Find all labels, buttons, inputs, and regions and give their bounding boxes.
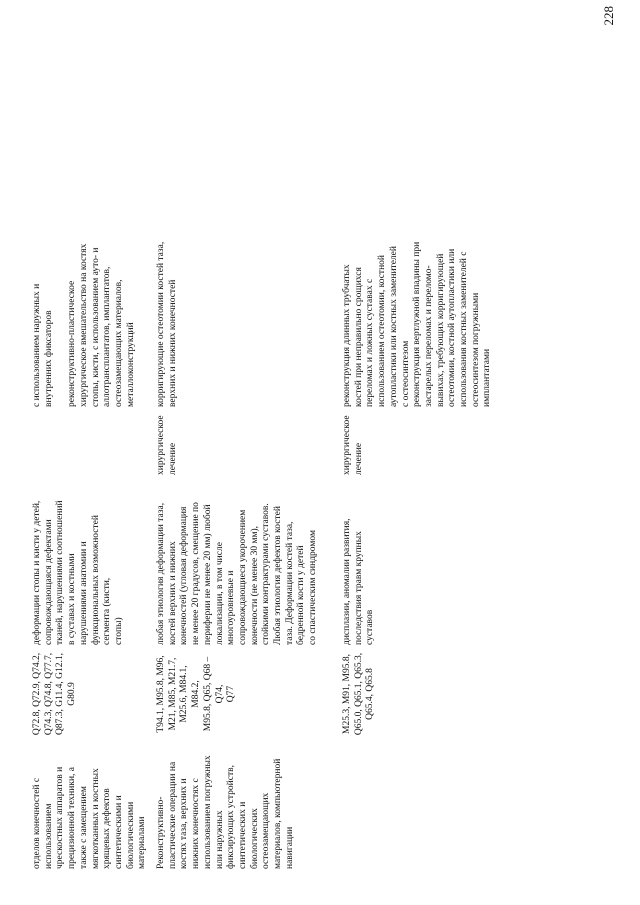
treatment-type-cell: хирургическое лечение: [342, 415, 364, 475]
table-row: [32, 72, 156, 872]
page-number: 228: [601, 6, 616, 26]
diagnosis-cell: любая этиология деформации таза, костей верхних и нижних конечностей (угловая деформация не менее 20 градусов, смещение по периферии не менее 20 мм) любой локализации, в том числе многоуровневые и сопровождающиеся укорочением конечности (не менее 30 мм), стойкими контрактурами суставов. Любая этиология дефектов костей таза. Деформации костей таза, бедренной кости у детей со спастическим синдромом: [156, 502, 319, 645]
icd-codes-cell: T94.1, M95.8, M96, M21, M85, M21.7, M25.6, M84.1, M84.2, M95.8, Q65, Q68 – Q74, Q77: [156, 655, 237, 733]
procedure-name-cell: [342, 740, 498, 872]
procedure-name-cell: отделов конечностей с использованием чрескостных аппаратов и прецизионной техники, а также с замещением мягкотканных и костных хрящевых дефектов синтетическими и биологическими материалами: [32, 766, 148, 869]
icd-codes-cell: M25.3, M91, M95.8, Q65.0, Q65.1, Q65.3, Q65.4, Q65.8: [342, 652, 376, 736]
table-row: [342, 72, 498, 872]
diagnosis-cell: дисплазии, аномалии развития, последствия травм крупных суставов: [342, 518, 376, 645]
method-cell: с использованием наружных и внутренних фиксаторов реконструктивно-пластическое хирургическое вмешательство на костях стопы, кисти, с использованием ауто- и аллотрансплантатов, имплантатов, остеозамещающих материалов, металлоконструкций: [32, 243, 136, 407]
procedure-name-cell: Реконструктивно- пластические операции на костях таза, верхних и нижних конечностях с использованием погружных или наружных фиксирующих устройств, синтетических и биологических остеозамещающих материалов, компьютерной навигации: [156, 755, 295, 869]
treatment-type-cell: хирургическое лечение: [156, 415, 178, 475]
medical-procedures-table: [32, 72, 498, 872]
rotated-table-area: [32, 72, 493, 872]
treatment-type-cell: [32, 410, 156, 478]
method-cell: реконструкция длинных трубчатых костей при неправильно срощихся переломах и ложных суставах с использованием остеотомии, костной аутопластики или костных заменителей с остеосинтезом реконструкция вертлужной впадины при застарелых переломах и переломо- вывихах, требующих корригирующей остеотомии, костной аутопластики или использования костных заменителей с остеосинтезом погружными имплантатами: [342, 241, 493, 407]
method-cell: корригирующие остеотомии костей таза, верхних и нижних конечностей: [156, 241, 178, 407]
icd-codes-cell: Q72.8, Q72.9, Q74.2, Q74.3, Q74.8, Q77.7, Q87.3, G11.4, G12.1, G80.9: [32, 652, 78, 736]
diagnosis-cell: деформации стопы и кисти у детей, сопровождающаяся дефектами тканей, нарушениями соотношений в суставах и костными нарушениями анатомии и функциональных возможностей сегмента (кисти, стопы): [32, 500, 124, 645]
table-row: [156, 72, 342, 872]
